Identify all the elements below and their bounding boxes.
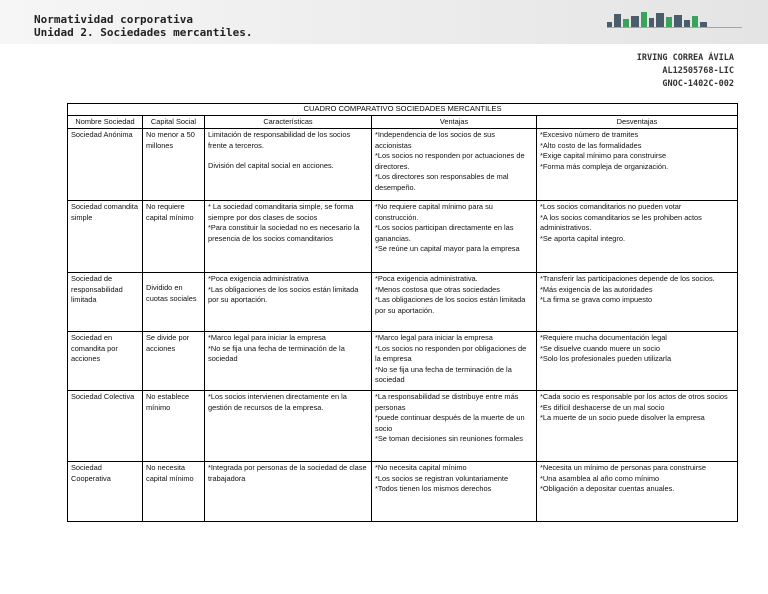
row-caracteristicas: Limitación de responsabilidad de los socios frente a terceros. División del capital social en acciones. <box>205 129 372 201</box>
row-caracteristicas: * La sociedad comanditaria simple, se forma siempre por dos clases de socios *Para constituir la sociedad no es necesario la presencia de los socios comanditarios <box>205 201 372 273</box>
table-row <box>68 201 738 273</box>
row-ventajas: *Marco legal para iniciar la empresa *Los socios no responden por obligaciones de la empresa *No se fija una fecha de terminación de la sociedad <box>372 332 537 391</box>
document-title: Normatividad corporativa <box>34 13 193 26</box>
table-row <box>68 273 738 332</box>
row-desventajas: *Cada socio es responsable por los actos de otros socios *Es difícil deshacerse de un mal socio *La muerte de un socio puede disolver la empresa <box>537 391 738 462</box>
row-capital: Dividido en cuotas sociales <box>143 273 205 332</box>
row-ventajas: *No requiere capital mínimo para su construcción. *Los socios participan directamente en las ganancias. *Se reúne un capital mayor para la empresa <box>372 201 537 273</box>
row-name: Sociedad Anónima <box>68 129 143 201</box>
row-name: Sociedad comandita simple <box>68 201 143 273</box>
row-name: Sociedad Cooperativa <box>68 462 143 522</box>
row-ventajas: *Independencia de los socios de sus accionistas *Los socios no responden por actuaciones de directores. *Los directores son responsables de mal desempeño. <box>372 129 537 201</box>
header-capital: Capital Social <box>143 115 205 129</box>
author-name: IRVING CORREA ÁVILA <box>636 53 734 63</box>
row-desventajas: *Los socios comanditarios no pueden votar *A los socios comanditarios se les prohiben actos administrativos. *Se aporta capital integro. <box>537 201 738 273</box>
row-desventajas: *Excesivo número de tramites *Alto costo de las formalidades *Exige capital mínimo para construirse *Forma más compleja de organización. <box>537 129 738 201</box>
document-subtitle: Unidad 2. Sociedades mercantiles. <box>34 26 253 39</box>
table-row <box>68 462 738 522</box>
table-row <box>68 391 738 462</box>
row-capital: No menor a 50 millones <box>143 129 205 201</box>
author-group: GNOC-1402C-002 <box>662 79 734 89</box>
row-capital: No necesita capital mínimo <box>143 462 205 522</box>
table-row <box>68 129 738 201</box>
row-ventajas: *La responsabilidad se distribuye entre más personas *puede continuar después de la muerte de un socio *Se toman decisiones sin reuniones formales <box>372 391 537 462</box>
table-row <box>68 332 738 391</box>
table-title: CUADRO COMPARATIVO SOCIEDADES MERCANTILES <box>68 104 738 116</box>
header-nombre: Nombre Sociedad <box>68 115 143 129</box>
row-desventajas: *Requiere mucha documentación legal *Se disuelve cuando muere un socio *Solo los profesionales pueden utilizarla <box>537 332 738 391</box>
row-desventajas: *Necesita un mínimo de personas para construirse *Una asamblea al año como mínimo *Obligación a depositar cuentas anuales. <box>537 462 738 522</box>
header-desventajas: Desventajas <box>537 115 738 129</box>
row-desventajas: *Transferir las participaciones depende de los socios. *Más exigencia de las autoridades *La firma se grava como impuesto <box>537 273 738 332</box>
table-caption-row <box>68 104 738 116</box>
header-caracteristicas: Características <box>205 115 372 129</box>
row-ventajas: *Poca exigencia administrativa. *Menos costosa que otras sociedades *Las obligaciones de los socios están limitada por su aportación. <box>372 273 537 332</box>
row-caracteristicas: *Poca exigencia administrativa *Las obligaciones de los socios están limitada por su aportación. <box>205 273 372 332</box>
row-name: Sociedad en comandita por acciones <box>68 332 143 391</box>
row-caracteristicas: *Los socios intervienen directamente en la gestión de recursos de la empresa. <box>205 391 372 462</box>
table-header-row <box>68 115 738 129</box>
comparison-table <box>67 103 738 522</box>
header-ventajas: Ventajas <box>372 115 537 129</box>
author-id: AL12505768-LIC <box>662 66 734 76</box>
row-capital: No requiere capital mínimo <box>143 201 205 273</box>
row-capital: No establece mínimo <box>143 391 205 462</box>
row-capital: Se divide por acciones <box>143 332 205 391</box>
row-name: Sociedad de responsabilidad limitada <box>68 273 143 332</box>
row-name: Sociedad Colectiva <box>68 391 143 462</box>
row-caracteristicas: *Integrada por personas de la sociedad de clase trabajadora <box>205 462 372 522</box>
row-ventajas: *No necesita capital mínimo *Los socios se registran voluntariamente *Todos tienen los mismos derechos <box>372 462 537 522</box>
row-caracteristicas: *Marco legal para iniciar la empresa *No se fija una fecha de terminación de la sociedad <box>205 332 372 391</box>
logo-icon <box>607 10 742 28</box>
